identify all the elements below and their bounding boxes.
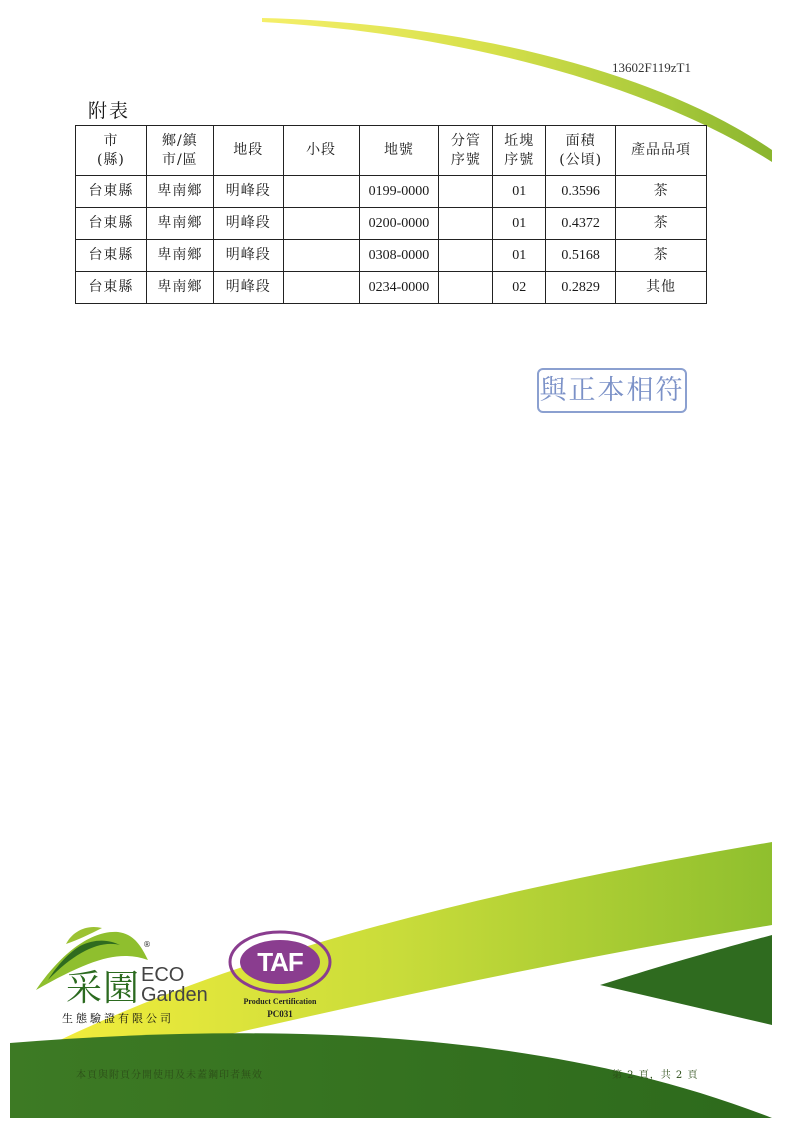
header-land-number: 地號 (359, 126, 439, 176)
cell-city: 台東縣 (76, 272, 147, 304)
ecogarden-eco-text: ECO (141, 964, 185, 986)
taf-certification-label: Product Certification (243, 997, 317, 1006)
table-row (76, 208, 707, 240)
cell-area: 0.2829 (546, 272, 616, 304)
footer-note: 本頁與附頁分開使用及未蓋鋼印者無效 (76, 1070, 263, 1081)
cell-area: 0.4372 (546, 208, 616, 240)
cell-product: 茶 (616, 208, 707, 240)
cell-land-number: 0200-0000 (359, 208, 439, 240)
cell-city: 台東縣 (76, 240, 147, 272)
registered-mark: ® (143, 940, 151, 949)
cell-plot-number: 01 (493, 176, 546, 208)
cell-area: 0.3596 (546, 176, 616, 208)
cell-product: 茶 (616, 240, 707, 272)
ecogarden-chinese-name: 采園 (66, 968, 141, 1009)
cell-section: 明峰段 (213, 240, 283, 272)
page-number: 第 2 頁，共 2 頁 (612, 1070, 699, 1081)
cell-land-number: 0308-0000 (359, 240, 439, 272)
header-plot-number: 坵塊 序號 (493, 126, 546, 176)
taf-mark: TAF (257, 947, 303, 977)
header-subsection: 小段 (283, 126, 359, 176)
cell-area: 0.5168 (546, 240, 616, 272)
cell-township: 卑南鄉 (146, 176, 213, 208)
cell-section: 明峰段 (213, 272, 283, 304)
cell-township: 卑南鄉 (146, 272, 213, 304)
header-city: 市 (縣) (76, 126, 147, 176)
cell-subsection (283, 272, 359, 304)
cell-subsection (283, 240, 359, 272)
table-row (76, 176, 707, 208)
cell-subsection (283, 176, 359, 208)
taf-certification-code: PC031 (267, 1009, 293, 1019)
land-parcel-table (75, 125, 707, 304)
table-row (76, 272, 707, 304)
cell-division-number (439, 240, 493, 272)
cell-plot-number: 01 (493, 240, 546, 272)
cell-division-number (439, 272, 493, 304)
cell-section: 明峰段 (213, 176, 283, 208)
cell-city: 台東縣 (76, 176, 147, 208)
table-header-row (76, 126, 707, 176)
cell-land-number: 0199-0000 (359, 176, 439, 208)
cell-division-number (439, 176, 493, 208)
appendix-title: 附表 (88, 100, 131, 122)
cell-city: 台東縣 (76, 208, 147, 240)
ecogarden-garden-text: Garden (141, 984, 208, 1006)
cell-section: 明峰段 (213, 208, 283, 240)
header-division-number: 分管 序號 (439, 126, 493, 176)
header-township: 鄉/鎮 市/區 (146, 126, 213, 176)
cell-land-number: 0234-0000 (359, 272, 439, 304)
cell-product: 茶 (616, 176, 707, 208)
certified-copy-stamp: 與正本相符 (537, 368, 687, 413)
cell-plot-number: 02 (493, 272, 546, 304)
cell-division-number (439, 208, 493, 240)
ecogarden-company-name: 生態驗證有限公司 (62, 1012, 174, 1025)
cell-township: 卑南鄉 (146, 208, 213, 240)
header-area: 面積 (公頃) (546, 126, 616, 176)
document-id: 13602F119zT1 (612, 60, 691, 75)
cell-township: 卑南鄉 (146, 240, 213, 272)
cell-plot-number: 01 (493, 208, 546, 240)
cell-subsection (283, 208, 359, 240)
header-product: 產品品項 (616, 126, 707, 176)
cell-product: 其他 (616, 272, 707, 304)
table-row (76, 240, 707, 272)
header-section: 地段 (213, 126, 283, 176)
